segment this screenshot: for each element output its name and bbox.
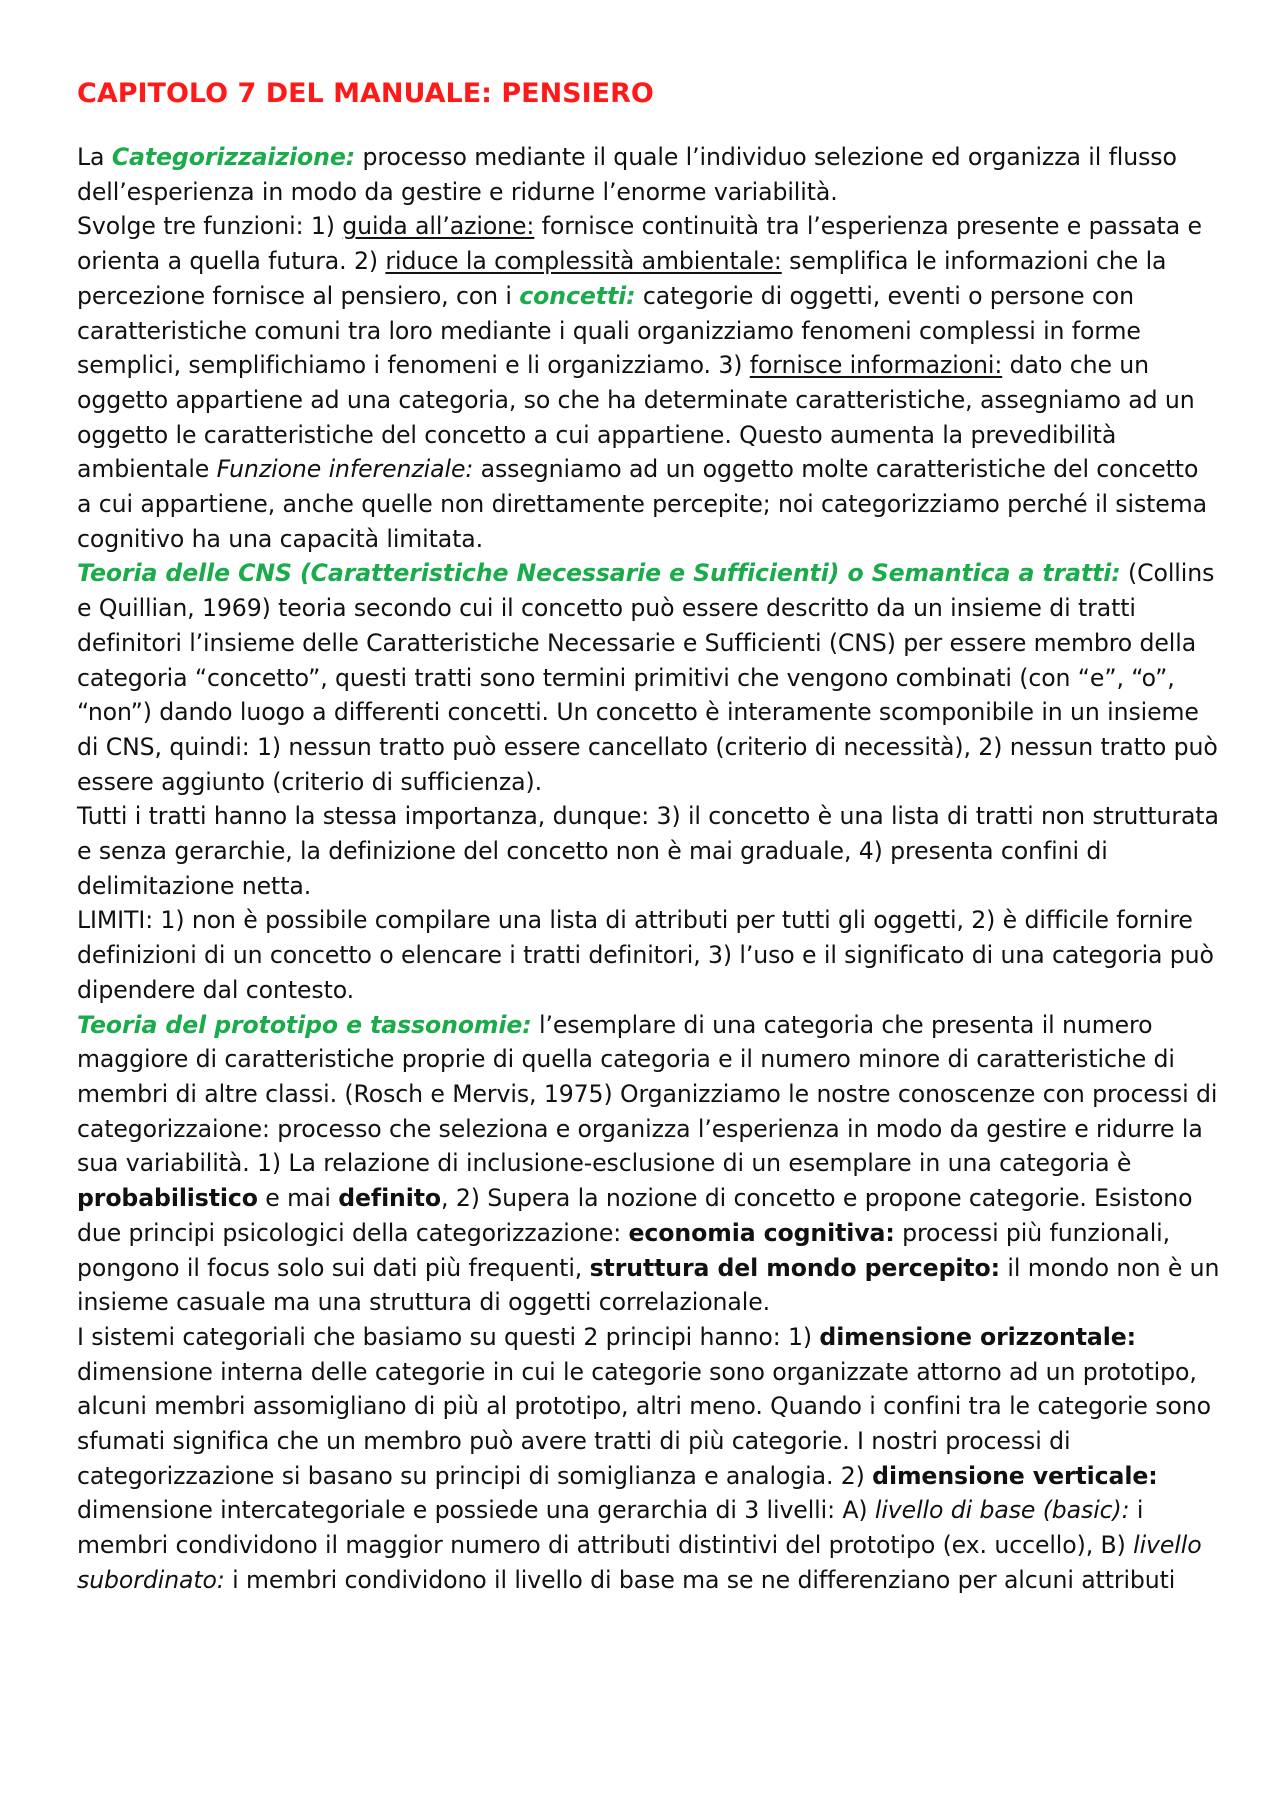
term-teoria-cns: Teoria delle CNS (Caratteristiche Necessarie e Sufficienti) o Semantica a tratti:	[77, 559, 1121, 588]
paragraph-limiti: LIMITI: 1) non è possibile compilare una lista di attributi per tutti gli oggetti, 2) è difficile fornire definizioni di un concetto o elencare i tratti definitori, 3) l’uso e il significato di una categoria può dipendere dal contesto.	[77, 906, 1214, 1004]
text: categorie di oggetti, eventi o persone con caratteristiche comuni tra loro mediante i quali organizziamo fenomeni complessi in forme semplici, semplifichiamo i fenomeni e li organizziamo. 3)	[77, 281, 1141, 380]
bold-dimensione-verticale: dimensione verticale:	[872, 1461, 1158, 1490]
text: La	[77, 143, 112, 171]
text: , 2) Supera la nozione di concetto e propone categorie. Esistono due principi psicologici della categorizzazione:	[77, 1184, 1193, 1247]
paragraph-funzioni	[77, 209, 1220, 556]
text: dato che un oggetto appartiene ad una categoria, so che ha determinate caratteristiche, assegniamo ad un oggetto le caratteristiche del concetto a cui appartiene. Questo aumenta la prevedibilità ambientale	[77, 351, 1195, 484]
text: semplifica le informazioni che la percezione fornisce al pensiero, con i	[77, 247, 1167, 310]
text: l’esemplare di una categoria che presenta il numero maggiore di caratteristiche proprie di quella categoria e il numero minore di caratteristiche di membri di altre classi. (Rosch e Mervis, 1975) Organizziamo le nostre conoscenze con processi di categorizzaione: processo che seleziona e organizza l’esperienza in modo da gestire e ridurre la sua variabilità. 1) La relazione di inclusione-esclusione di un esemplare in una categoria è	[77, 1010, 1218, 1178]
bold-economia-cognitiva: economia cognitiva:	[628, 1218, 895, 1247]
italic-livello-base: livello di base (basic):	[874, 1496, 1130, 1525]
text: processi più funzionali, pongono il focus solo sui dati più frequenti,	[77, 1218, 1171, 1282]
underlined-guida-azione: guida all’azione:	[342, 212, 535, 241]
text: dimensione interna delle categorie in cui le categorie sono organizzate attorno ad un prototipo, alcuni membri assomigliano di più al prototipo, altri meno. Quando i confini tra le categorie sono sfumati significa che un membro può avere tratti di più categorie. I nostri processi di categorizzazione si basano su principi di somiglianza e analogia. 2)	[77, 1357, 1211, 1490]
text: Svolge tre funzioni: 1)	[77, 212, 343, 241]
paragraph-teoria-prototipo	[77, 1008, 1220, 1320]
bold-definito: definito	[338, 1184, 442, 1213]
text: (Collins e Quillian, 1969) teoria secondo cui il concetto può essere descritto da un insieme di tratti definitori l’insieme delle Caratteristiche Necessarie e Sufficienti (CNS) per essere membro della categoria “concetto”, questi tratti sono termini primitivi che vengono combinati (con “e”, “o”, “non”) dando luogo a differenti concetti. Un concetto è interamente scomponibile in un insieme di CNS, quindi: 1) nessun tratto può essere cancellato (criterio di necessità), 2) nessun tratto può essere aggiunto (criterio di sufficienza).	[77, 559, 1218, 796]
page-title: CAPITOLO 7 DEL MANUALE: PENSIERO	[77, 78, 654, 109]
text: e mai	[257, 1184, 339, 1213]
italic-livello-subordinato: livello subordinato:	[77, 1531, 1202, 1594]
document-body	[77, 140, 1220, 1598]
underlined-fornisce-informazioni: fornisce informazioni:	[749, 351, 1003, 380]
paragraph-categorizzazione	[77, 140, 1220, 209]
paragraph-tratti: Tutti i tratti hanno la stessa importanza, dunque: 3) il concetto è una lista di tratti non strutturata e senza gerarchie, la definizione del concetto non è mai graduale, 4) presenta confini di delimitazione netta.	[77, 802, 1219, 900]
bold-dimensione-orizzontale: dimensione orizzontale:	[819, 1322, 1136, 1351]
text: I sistemi categoriali che basiamo su questi 2 principi hanno: 1)	[77, 1322, 820, 1351]
italic-funzione-inferenziale: Funzione inferenziale:	[216, 455, 474, 484]
bold-struttura-mondo: struttura del mondo percepito:	[589, 1253, 1000, 1282]
text: i membri condividono il maggior numero di attributi distintivi del prototipo (ex. uccello), B)	[77, 1496, 1144, 1560]
paragraph-teoria-cns	[77, 556, 1220, 799]
text: i membri condividono il livello di base ma se ne differenziano per alcuni attributi	[224, 1565, 1176, 1594]
term-teoria-prototipo: Teoria del prototipo e tassonomie:	[77, 1010, 532, 1039]
underlined-riduce-complessita: riduce la complessità ambientale:	[385, 247, 782, 276]
text: dimensione intercategoriale e possiede una gerarchia di 3 livelli: A)	[77, 1496, 875, 1525]
term-categorizzazione: Categorizzaizione:	[111, 143, 356, 171]
text: assegniamo ad un oggetto molte caratteristiche del concetto a cui appartiene, anche quelle non direttamente percepite; noi categorizziamo perché il sistema cognitivo ha una capacità limitata.	[77, 455, 1207, 553]
text: fornisce continuità tra l’esperienza presente e passata e orienta a quella futura. 2)	[77, 212, 1202, 276]
text: il mondo non è un insieme casuale ma una struttura di oggetti correlazionale.	[77, 1253, 1220, 1317]
paragraph-sistemi-categoriali	[77, 1320, 1220, 1598]
text: processo mediante il quale l’individuo selezione ed organizza il flusso dell’esperienza in modo da gestire e ridurne l’enorme variabilità.	[77, 143, 1177, 206]
term-concetti: concetti:	[519, 281, 636, 310]
bold-probabilistico: probabilistico	[77, 1184, 258, 1213]
